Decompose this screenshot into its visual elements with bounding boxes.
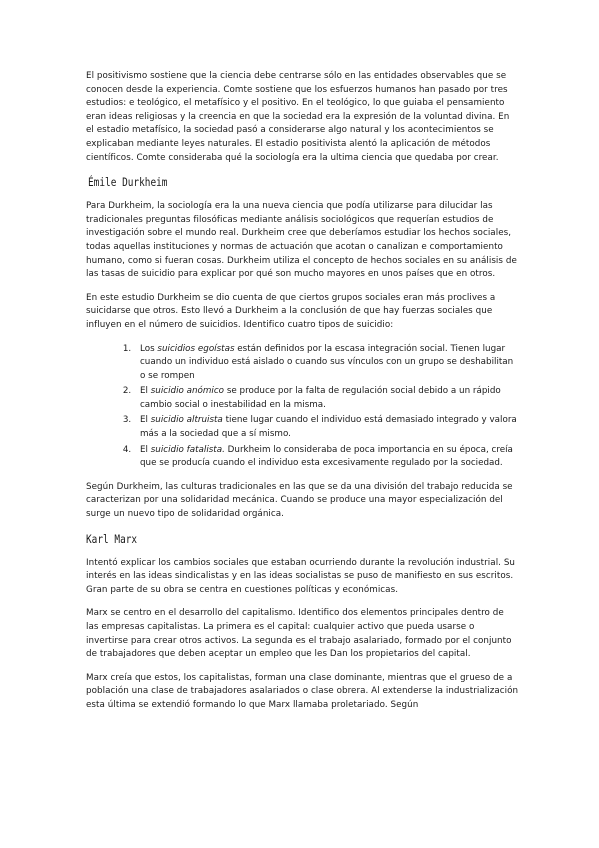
list-item-term: suicidio fatalista. xyxy=(150,444,225,455)
marx-paragraph-1: Intentó explicar los cambios sociales que estaban ocurriendo durante la revolución industrial. Su interés en las ideas sindicalistas y en las ideas socialistas se puso de manifiesto en sus escritos. Gran parte de su obra se centra en cuestiones políticas y económicas. xyxy=(86,557,516,595)
list-item: 4. El suicidio fatalista. Durkheim lo consideraba de poca importancia en su época, creía que se producía cuando el individuo esta excesivamente regulado por la sociedad. xyxy=(134,444,519,471)
intro-paragraph: El positivismo sostiene que la ciencia debe centrarse sólo en las entidades observables que se conocen desde la experiencia. Comte sostiene que los esfuerzos humanos han pasado por tres estudios: e teológico, el metafísico y el positivo. En el teológico, lo que guiaba el pensamiento eran ideas religiosas y la creencia en que la sociedad era la expresión de la voluntad divina. En el estadio metafísico, la sociedad pasó a considerarse algo natural y los acontecimientos se explicaban mediante leyes naturales. El estadio positivista alentó la aplicación de métodos científicos. Comte consideraba qué la sociología era la ultima ciencia que quedaba por crear. xyxy=(86,71,510,163)
list-item-term: suicidio altruista xyxy=(150,415,223,426)
list-item: 1. Los suicidios egoístas están definidos por la escasa integración social. Tienen lugar cuando un individuo está aislado o cuando sus vínculos con un grupo se deshabilitan o se rompen xyxy=(134,343,519,384)
list-item-term: suicidio anómico xyxy=(150,386,225,397)
durkheim-paragraph-1: Para Durkheim, la sociología era la una nueva ciencia que podía utilizarse para dilucidar las tradicionales preguntas filosóficas mediante análisis sociológicos que requerían estudios de investigación sobre el mundo real. Durkheim cree que deberíamos estudiar los hechos sociales, todas aquellas instituciones y normas de actuación que acotan o canalizan e comportamiento humano, como si fueran cosas. Durkheim utiliza el concepto de hechos sociales en su análisis de las tasas de suicidio para explicar por qué son mucho mayores en unos países que en otros. xyxy=(86,201,517,280)
list-item: 2. El suicidio anómico se produce por la falta de regulación social debido a un rápido cambio social o inestabilidad en la misma. xyxy=(134,385,519,412)
durkheim-heading: Émile Durkheim xyxy=(88,175,168,190)
suicide-types-list xyxy=(86,343,519,471)
durkheim-paragraph-3: Según Durkheim, las culturas tradicionales en las que se da una división del trabajo reducida se caracterizan por una solidaridad mecánica. Cuando se produce una mayor especialización del surge un nuevo tipo de solidaridad orgánica. xyxy=(86,481,513,520)
marx-paragraph-2: Marx se centro en el desarrollo del capitalismo. Identifico dos elementos principales dentro de las empresas capitalistas. La primera es el capital: cualquier activo que pueda usarse o invertirse para crear otros activos. La segunda es el trabajo asalariado, formado por el conjunto de trabajadores que deben aceptar un empleo que les Dan los propietarios del capital. xyxy=(86,608,512,660)
list-item-term: suicidios egoístas xyxy=(157,343,235,354)
durkheim-paragraph-2: En este estudio Durkheim se dio cuenta de que ciertos grupos sociales eran más proclives a suicidarse que otros. Esto llevó a Durkheim a la conclusión de que hay fuerzas sociales que influyen en el número de suicidios. Identifico cuatro tipos de suicidio: xyxy=(86,292,496,330)
list-item: 3. El suicidio altruista tiene lugar cuando el individuo está demasiado integrado y valora más a la sociedad que a sí mismo. xyxy=(134,414,519,441)
marx-paragraph-3: Marx creía que estos, los capitalistas, forman una clase dominante, mientras que el grueso de a población una clase de trabajadores asalariados o clase obrera. Al extenderse la industrialización esta última se extendió formando lo que Marx llamaba proletariado. Según xyxy=(86,672,519,710)
marx-heading: Karl Marx xyxy=(86,531,138,546)
